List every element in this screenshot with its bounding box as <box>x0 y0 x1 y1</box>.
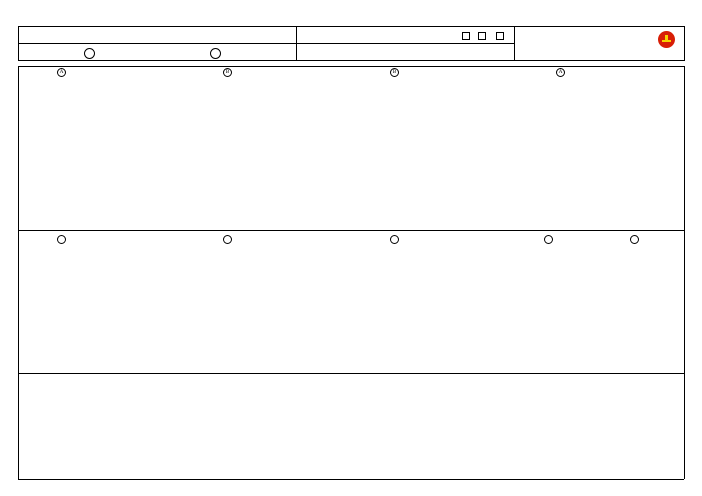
roster-circle-left[interactable] <box>544 235 553 244</box>
male-checkbox[interactable] <box>462 32 470 40</box>
team-circle-left[interactable] <box>84 48 95 59</box>
set1-team-circle-a[interactable]: A <box>57 68 66 77</box>
header-divider <box>18 43 514 44</box>
header-border-bottom <box>18 60 684 61</box>
set2-team-circle-b[interactable]: B <box>390 68 399 77</box>
set1-team-circle-b[interactable]: B <box>223 68 232 77</box>
emblem-icon <box>658 31 675 48</box>
female-checkbox[interactable] <box>478 32 486 40</box>
set2-team-circle-a[interactable]: A <box>556 68 565 77</box>
set3-team-circle-c[interactable] <box>390 235 399 244</box>
roster-circle-right[interactable] <box>630 235 639 244</box>
set3-team-circle-b[interactable] <box>223 235 232 244</box>
header-border-top <box>18 26 684 27</box>
set3-team-circle-a[interactable] <box>57 235 66 244</box>
team-circle-right[interactable] <box>210 48 221 59</box>
mixed-checkbox[interactable] <box>496 32 504 40</box>
